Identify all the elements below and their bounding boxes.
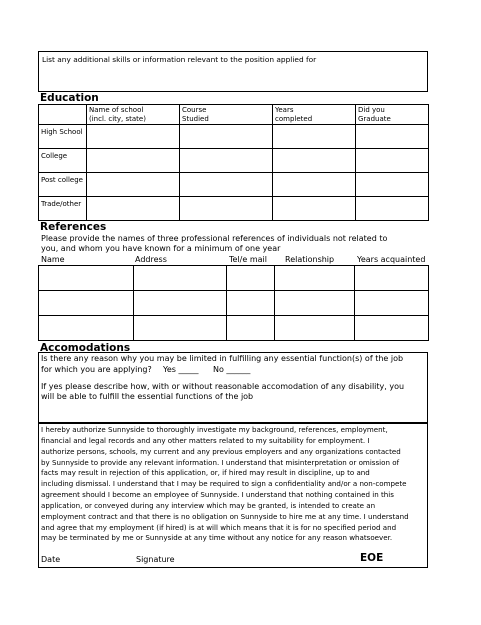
education-row-label: Trade/other bbox=[39, 197, 87, 221]
date-label[interactable]: Date bbox=[41, 555, 61, 564]
ref-cell[interactable] bbox=[275, 291, 355, 316]
authorization-line: financial and legal records and any other matters related to my suitability for employment. I bbox=[41, 435, 370, 445]
education-cell[interactable] bbox=[273, 173, 356, 197]
education-heading: Education bbox=[40, 92, 99, 104]
education-header-graduate: Did you Graduate bbox=[356, 105, 429, 125]
education-cell[interactable] bbox=[356, 197, 429, 221]
authorization-line: authorize persons, schools, my current and any previous employers and any organizations contacted bbox=[41, 446, 401, 456]
accommodations-followup-line1: If yes please describe how, with or without reasonable accomodation of any disability, you bbox=[41, 382, 405, 391]
education-cell[interactable] bbox=[356, 173, 429, 197]
ref-col-address: Address bbox=[135, 255, 167, 264]
ref-cell[interactable] bbox=[134, 291, 227, 316]
education-row-label: College bbox=[39, 149, 87, 173]
education-cell[interactable] bbox=[87, 197, 180, 221]
education-cell[interactable] bbox=[180, 125, 273, 149]
ref-col-relationship: Relationship bbox=[285, 255, 335, 264]
education-cell[interactable] bbox=[87, 125, 180, 149]
references-heading: References bbox=[40, 221, 107, 233]
authorization-text bbox=[41, 425, 409, 544]
education-header-school: Name of school (incl. city, state) bbox=[87, 105, 180, 125]
education-cell[interactable] bbox=[180, 197, 273, 221]
education-cell[interactable] bbox=[87, 149, 180, 173]
authorization-line: application, or conveyed during any interview which may be granted, is intended to create an bbox=[41, 500, 376, 510]
authorization-line: agreement should I become an employee of Sunnyside. I understand that nothing contained in this bbox=[41, 490, 394, 500]
ref-cell[interactable] bbox=[227, 316, 275, 341]
ref-cell[interactable] bbox=[275, 266, 355, 291]
education-cell[interactable] bbox=[87, 173, 180, 197]
education-header-course: Course Studied bbox=[180, 105, 273, 125]
education-cell[interactable] bbox=[180, 149, 273, 173]
ref-cell[interactable] bbox=[39, 316, 134, 341]
education-cell[interactable] bbox=[273, 197, 356, 221]
ref-cell[interactable] bbox=[355, 316, 429, 341]
ref-col-years: Years acquainted bbox=[357, 255, 426, 264]
ref-cell[interactable] bbox=[39, 266, 134, 291]
skills-box[interactable] bbox=[38, 51, 428, 92]
accommodations-question-line1: Is there any reason why you may be limited in fulfilling any essential function(s) of the job bbox=[41, 354, 404, 363]
authorization-line: may be terminated by me or Sunnyside at any time without any notice for any reason whatsoever. bbox=[41, 533, 393, 543]
ref-cell[interactable] bbox=[134, 266, 227, 291]
ref-cell[interactable] bbox=[275, 316, 355, 341]
references-table bbox=[38, 265, 429, 341]
ref-cell[interactable] bbox=[227, 291, 275, 316]
ref-col-name: Name bbox=[41, 255, 65, 264]
accommodations-box[interactable] bbox=[38, 352, 428, 423]
ref-cell[interactable] bbox=[227, 266, 275, 291]
authorization-line: facts may result in rejection of this application, or, if hired may result in discipline, up to and bbox=[41, 468, 370, 478]
authorization-line: I hereby authorize Sunnyside to thoroughly investigate my background, references, employment, bbox=[41, 425, 388, 434]
ref-cell[interactable] bbox=[39, 291, 134, 316]
education-header-blank bbox=[39, 105, 87, 125]
eoe-label: EOE bbox=[360, 552, 384, 564]
references-instructions-line1: Please provide the names of three professional references of individuals not related to bbox=[41, 234, 388, 243]
education-cell[interactable] bbox=[180, 173, 273, 197]
yes-label[interactable]: Yes _____ bbox=[163, 365, 199, 374]
ref-cell[interactable] bbox=[355, 266, 429, 291]
education-row-label: Post college bbox=[39, 173, 87, 197]
education-cell[interactable] bbox=[356, 125, 429, 149]
ref-cell[interactable] bbox=[355, 291, 429, 316]
education-cell[interactable] bbox=[273, 149, 356, 173]
education-header-years: Years completed bbox=[273, 105, 356, 125]
education-cell[interactable] bbox=[273, 125, 356, 149]
authorization-line: and agree that my employment (if hired) is at will which means that it is for no specified period and bbox=[41, 522, 397, 532]
skills-prompt: List any additional skills or information relevant to the position applied for bbox=[42, 55, 317, 64]
education-cell[interactable] bbox=[356, 149, 429, 173]
authorization-box bbox=[38, 423, 428, 568]
authorization-line: employment contract and that there is no obligation on Sunnyside to hire me at any time. I understand bbox=[41, 511, 409, 521]
authorization-line: by Sunnyside to provide any relevant information. I understand that misinterpretation or omission of bbox=[41, 457, 400, 467]
ref-col-tel: Tel/e mail bbox=[229, 255, 267, 264]
accommodations-followup-line2: will be able to fulfill the essential functions of the job bbox=[41, 392, 254, 401]
accommodations-question-line2: for which you are applying? bbox=[41, 365, 152, 374]
education-table bbox=[38, 104, 429, 221]
accommodations-heading: Accomodations bbox=[40, 342, 131, 354]
no-label[interactable]: No ______ bbox=[213, 365, 251, 374]
ref-cell[interactable] bbox=[134, 316, 227, 341]
authorization-line: including dismissal. I understand that I may be required to sign a confidentiality and/or a non-compete bbox=[41, 479, 407, 489]
signature-label[interactable]: Signature bbox=[136, 555, 175, 564]
references-instructions-line2: you, and whom you have known for a minimum of one year bbox=[41, 244, 281, 253]
education-row-label: High School bbox=[39, 125, 87, 149]
